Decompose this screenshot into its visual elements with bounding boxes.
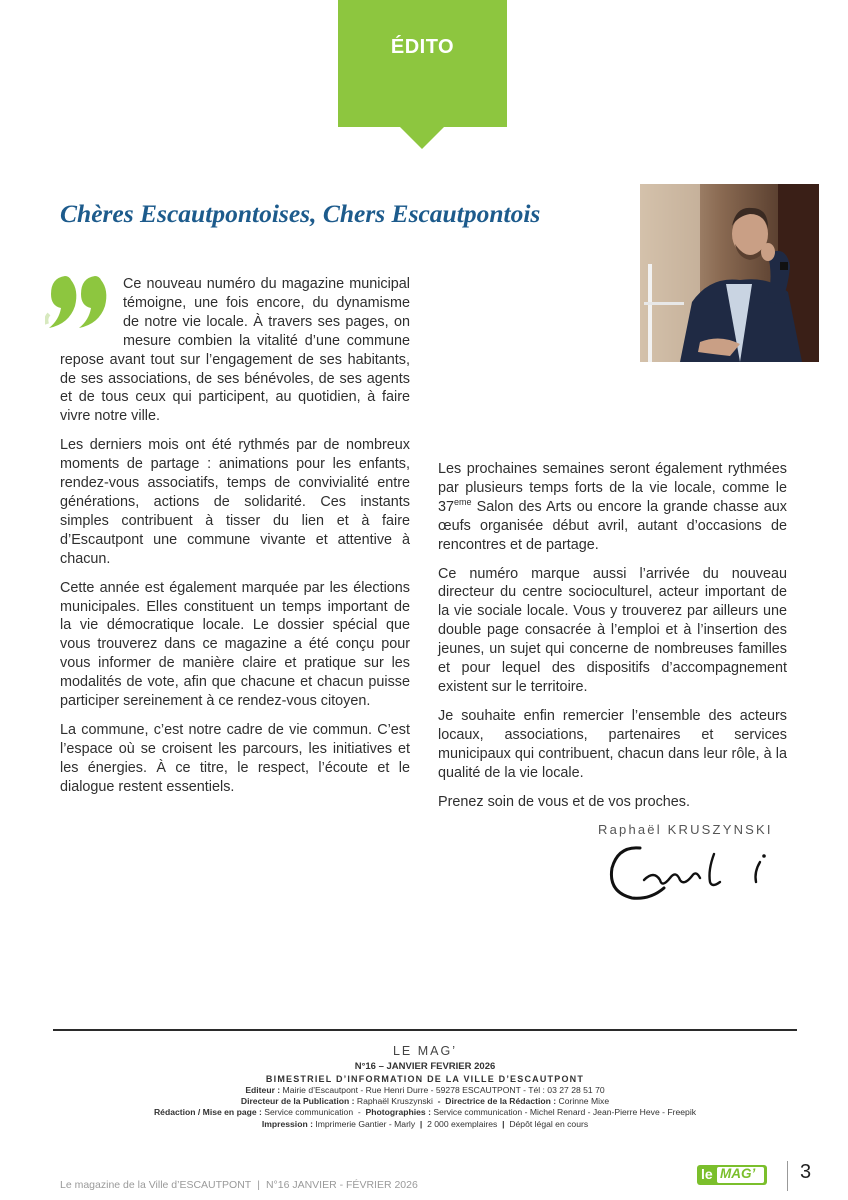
- superscript: eme: [454, 496, 472, 507]
- imprint-issue: N°16 – JANVIER FEVRIER 2026: [354, 1061, 496, 1072]
- imprint-printing: [53, 1119, 797, 1130]
- footer-magazine-name: Le magazine de la Ville d’ESCAUTPONT: [60, 1179, 252, 1191]
- quote-spacer: [60, 275, 123, 350]
- value: Mairie d’Escautpont - Rue Henri Durre - 59278 ESCAUTPONT - Tél : 03 27 28 51 70: [280, 1085, 605, 1095]
- value: Corinne Mixe: [556, 1096, 610, 1107]
- edito-banner: [338, 0, 507, 150]
- right-text-column: [438, 460, 787, 821]
- signatory-name: Raphaël KRUSZYNSKI: [598, 822, 773, 837]
- footer-separator: |: [257, 1179, 260, 1191]
- paragraph: [60, 275, 410, 426]
- running-footer: [60, 1179, 418, 1191]
- imprint-title: LE MAG’: [392, 1044, 457, 1058]
- separator: |: [502, 1118, 505, 1129]
- paragraph: Prenez soin de vous et de vos proches.: [438, 793, 690, 810]
- separator: -: [437, 1096, 441, 1107]
- left-text-column: [60, 275, 410, 807]
- imprint-block: [53, 1044, 797, 1130]
- paragraph: [438, 460, 787, 555]
- imprint-editor: [53, 1085, 797, 1096]
- imprint-directors: [53, 1096, 797, 1107]
- label: Directrice de la Rédaction :: [445, 1096, 557, 1107]
- label: Rédaction / Mise en page :: [153, 1107, 262, 1118]
- label: Editeur :: [245, 1085, 281, 1095]
- footer-divider: [53, 1029, 797, 1031]
- imprint-layout-photo: [53, 1107, 797, 1118]
- label: Impression :: [261, 1118, 313, 1129]
- banner-shape: [338, 0, 507, 150]
- footer-issue: N°16 JANVIER - FÉVRIER 2026: [265, 1179, 418, 1191]
- page-number-divider: [787, 1161, 788, 1191]
- le-mag-logo: [697, 1165, 767, 1185]
- edito-label: ÉDITO: [390, 36, 455, 58]
- logo-mag: MAG’: [720, 1166, 756, 1181]
- value: Dépôt légal en cours: [509, 1118, 589, 1129]
- portrait-photo: [640, 184, 819, 362]
- paragraph: Ce numéro marque aussi l’arrivée du nouveau directeur du centre socioculturel, acteur important de la vie sociale locale. Vous y trouverez par ailleurs une double page consacrée à l’emploi et à l’insertion des jeunes, un sujet qui concerne de nombreuses familles et pour lequel des dispositifs d’accompagnement existent sur le territoire.: [438, 565, 787, 695]
- value: Imprimerie Gantier - Marly: [312, 1118, 416, 1129]
- paragraph-text: Ce nouveau numéro du magazine municipal témoigne, une fois encore, du dynamisme de notre vie locale. À travers ses pages, on mesure combien la vitalité d’une commune repose avant tout sur l’engagement de ses habitants, de ses associations, de ses bénévoles, de ses agents et de tous ceux qui participent, au quotidien, à faire vivre notre ville.: [60, 276, 410, 425]
- logo-le: le: [701, 1166, 713, 1182]
- portrait-illustration: [640, 184, 819, 362]
- value: Service communication: [261, 1107, 354, 1118]
- page-number: 3: [800, 1161, 812, 1183]
- value: Raphaël Kruszynski: [354, 1096, 433, 1107]
- separator: |: [419, 1118, 423, 1129]
- paragraph: Cette année est également marquée par les élections municipales. Elles constituent un temps important de la vie démocratique locale. Le dossier spécial que vous trouverez dans ce magazine a été conçu pour vous informer de manière claire et pratique sur les modalités de vote, afin que chacune et chacun puisse participer sereinement à ce rendez-vous citoyen.: [60, 579, 410, 710]
- paragraph-text: Les prochaines semaines seront également rythmées par plusieurs temps forts de la vie locale, comme le 37: [438, 461, 787, 515]
- paragraph: La commune, c’est notre cadre de vie commun. C’est l’espace où se croisent les parcours, les initiatives et les énergies. À ce titre, le respect, l’écoute et le dialogue restent essentiels.: [60, 721, 410, 795]
- paragraph-text: Salon des Arts ou encore la grande chasse aux œufs organisée début avril, autant d’occasions de rencontres et de partage.: [438, 498, 787, 553]
- page-title: Chères Escautpontoises, Chers Escautpontois: [60, 199, 541, 228]
- logo-box: [717, 1167, 764, 1183]
- handwritten-signature: [604, 836, 776, 906]
- value: 2 000 exemplaires: [427, 1118, 498, 1129]
- value: Service communication - Michel Renard - Jean-Pierre Heve - Freepik: [430, 1107, 697, 1118]
- imprint-subtitle: BIMESTRIEL D’INFORMATION DE LA VILLE D’ESCAUTPONT: [265, 1074, 585, 1084]
- separator: -: [357, 1107, 361, 1118]
- paragraph: Les derniers mois ont été rythmés par de nombreux moments de partage : animations pour les enfants, rendez-vous associatifs, temps de convivialité entre générations, actions de solidarité. Ces instants simples contribuent à tisser du lien et à faire d’Escautpont une commune vivante et attentive à chacun.: [60, 437, 410, 567]
- label: Photographies :: [365, 1107, 431, 1118]
- label: Directeur de la Publication :: [240, 1096, 355, 1107]
- paragraph: Je souhaite enfin remercier l’ensemble des acteurs locaux, associations, partenaires et services municipaux qui contribuent, chacun dans leur rôle, à la qualité de la vie locale.: [438, 707, 787, 781]
- signature-stroke: [604, 836, 776, 906]
